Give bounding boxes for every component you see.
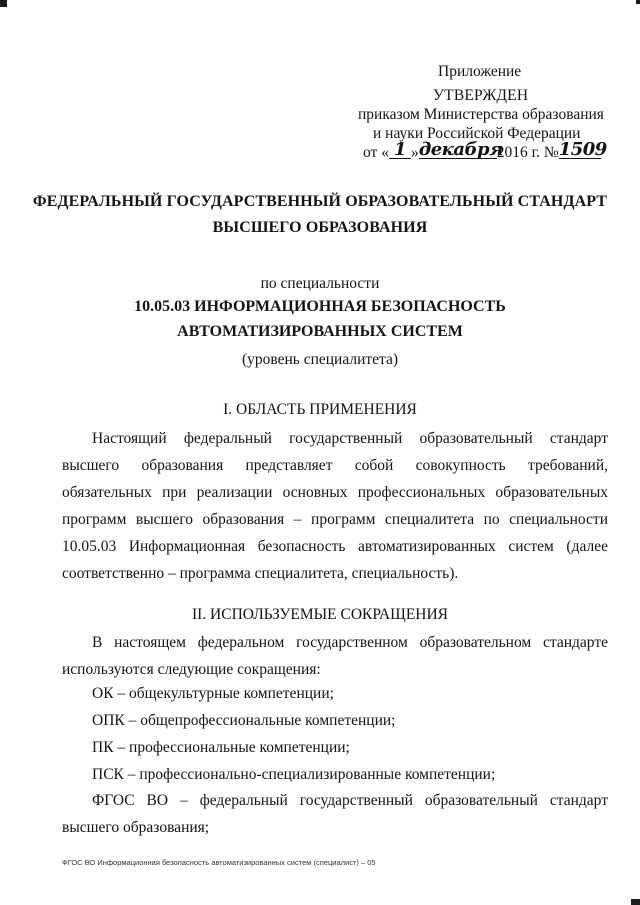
section-1-heading: I. ОБЛАСТЬ ПРИМЕНЕНИЯ	[223, 401, 417, 418]
order-date-line	[363, 139, 607, 163]
order-date-mid: »	[410, 144, 419, 161]
abbreviation-item: ОК – общекультурные компетенции;	[92, 685, 334, 702]
handwritten-day: 1	[389, 142, 411, 159]
order-line-2: и науки Российской Федерации	[373, 125, 581, 142]
order-line-1: приказом Министерства образования	[358, 106, 604, 123]
specialty-name-line-1: 10.05.03 ИНФОРМАЦИОННАЯ БЕЗОПАСНОСТЬ	[134, 298, 506, 315]
appendix-label: Приложение	[438, 63, 522, 80]
document-title-line-2: ВЫСШЕГО ОБРАЗОВАНИЯ	[212, 219, 428, 236]
section-2-intro: В настоящем федеральном государственном образовательном стандарте используются следующие сокращения:	[62, 634, 608, 678]
abbreviation-item: ПСК – профессионально-специализированные компетенции;	[92, 766, 496, 783]
section-2-heading: II. ИСПОЛЬЗУЕМЫЕ СОКРАЩЕНИЯ	[191, 606, 449, 623]
approved-label: УТВЕРЖДЕН	[433, 87, 529, 104]
section-1-paragraph: Настоящий федеральный государственный образовательный стандарт высшего образования представляет собой совокупность требований, обязательных при реализации основных профессиональных образовательных программ высшего образования – программ специалитета по специальности 10.05.03 Информационная безопасность автоматизированных систем (далее соответственно – программа специалитета, специальность).	[62, 430, 608, 582]
order-year-label: 2016 г. №	[496, 144, 559, 161]
handwritten-order-number: 1509	[558, 139, 607, 160]
document-title-line-1: ФЕДЕРАЛЬНЫЙ ГОСУДАРСТВЕННЫЙ ОБРАЗОВАТЕЛЬНЫЙ СТАНДАРТ	[32, 193, 608, 210]
scan-corner-mark	[0, 0, 7, 7]
abbreviation-item: ПК – профессиональные компетенции;	[92, 739, 350, 756]
abbreviation-item-fgos: ФГОС ВО – федеральный государственный образовательный стандарт высшего образования;	[62, 792, 608, 836]
specialty-name-line-2: АВТОМАТИЗИРОВАННЫХ СИСТЕМ	[177, 323, 463, 340]
handwritten-month: декабря	[418, 139, 503, 160]
abbreviation-item: ОПК – общепрофессиональные компетенции;	[92, 712, 396, 729]
page-footer: ФГОС ВО Информационная безопасность автоматизированных систем (специалист) – 05	[62, 858, 376, 867]
specialty-level: (уровень специалитета)	[241, 351, 399, 368]
scan-corner-mark	[636, 0, 640, 4]
order-date-prefix: от «	[363, 144, 389, 161]
specialty-caption: по специальности	[260, 275, 380, 292]
scan-corner-mark	[631, 899, 640, 905]
